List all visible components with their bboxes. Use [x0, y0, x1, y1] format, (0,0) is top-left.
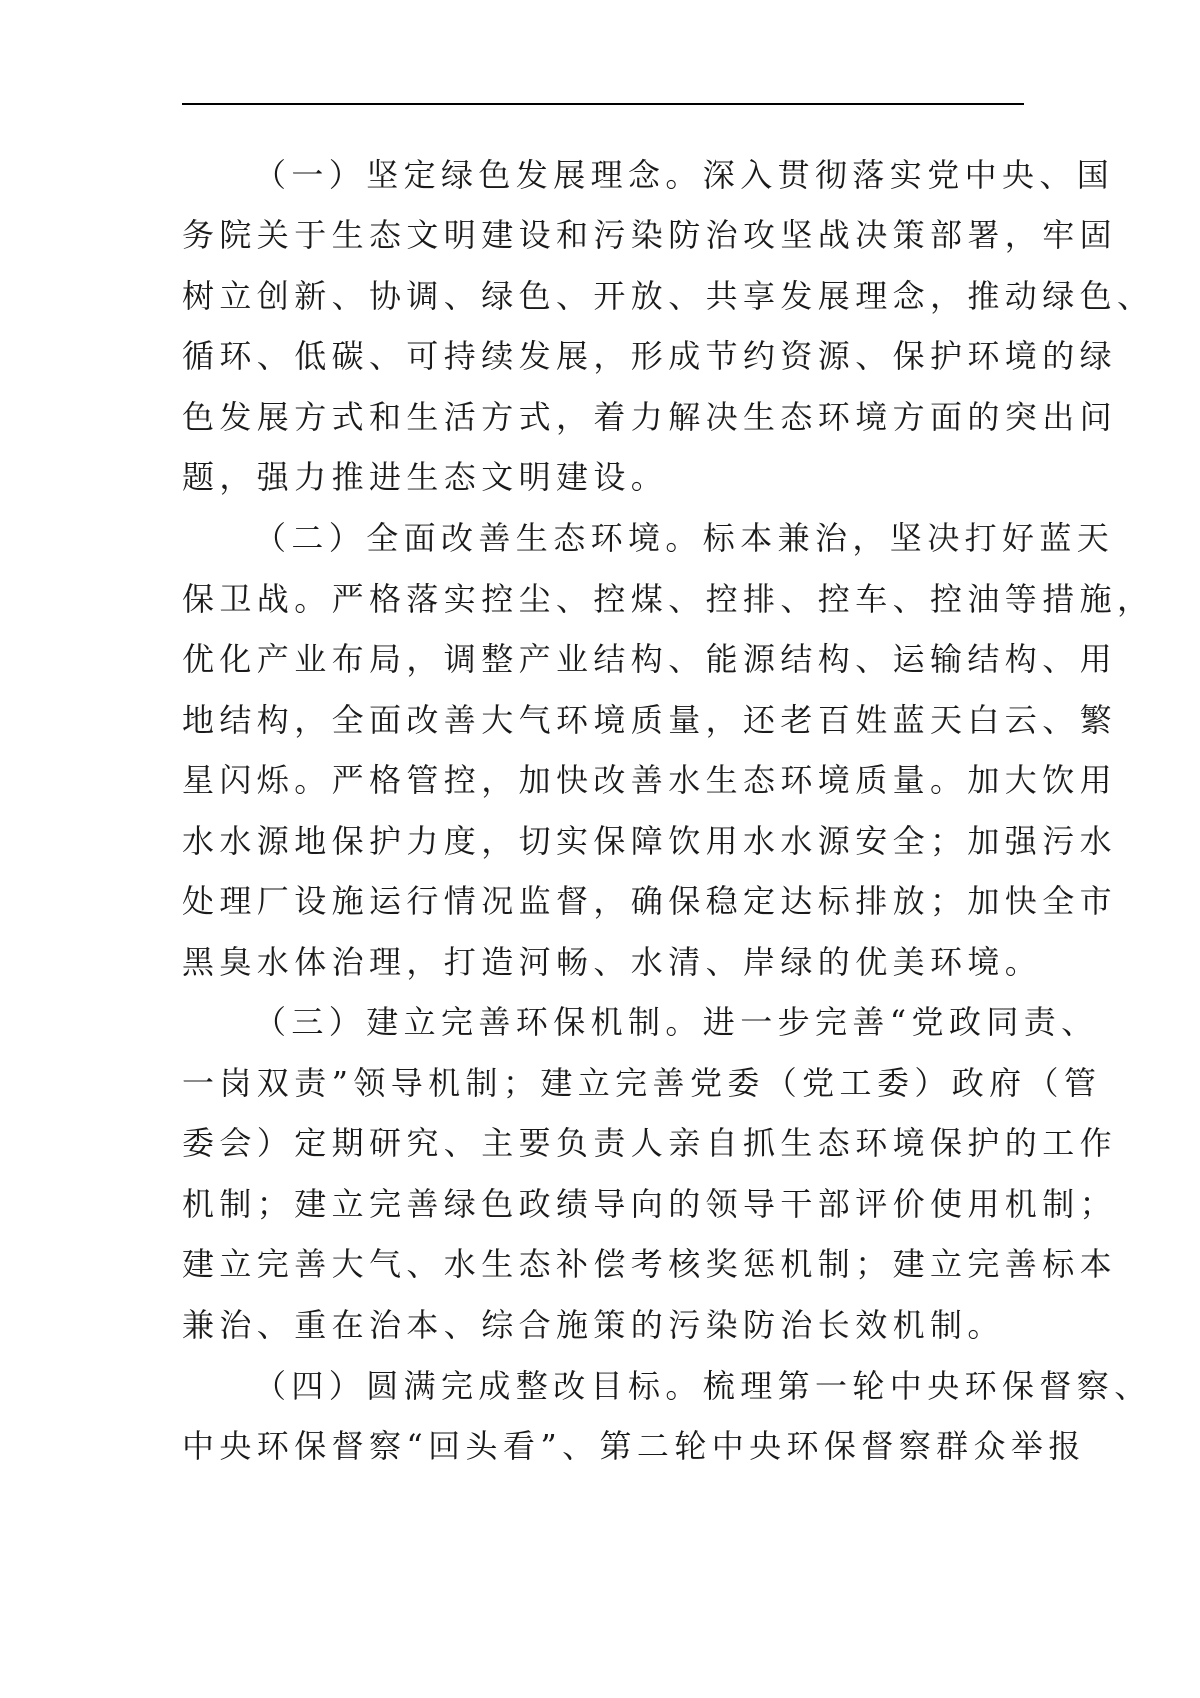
text-line: 务院关于生态文明建设和污染防治攻坚战决策部署，牢固	[182, 216, 1118, 254]
text-line: 兼治、重在治本、综合施策的污染防治长效机制。	[182, 1306, 1005, 1344]
text-line: （三）建立完善环保机制。进一步完善“党政同责、	[254, 1003, 1099, 1041]
text-line: （四）圆满完成整改目标。梳理第一轮中央环保督察、	[254, 1367, 1152, 1405]
text-line: （一）坚定绿色发展理念。深入贯彻落实党中央、国	[254, 156, 1115, 194]
text-line: 建立完善大气、水生态补偿考核奖惩机制；建立完善标本	[182, 1245, 1118, 1283]
text-line: （二）全面改善生态环境。标本兼治，坚决打好蓝天	[254, 519, 1115, 557]
text-line: 黑臭水体治理，打造河畅、水清、岸绿的优美环境。	[182, 943, 1043, 981]
text-line: 树立创新、协调、绿色、开放、共享发展理念，推动绿色、	[182, 277, 1155, 315]
text-line: 委会）定期研究、主要负责人亲自抓生态环境保护的工作	[182, 1124, 1118, 1162]
text-line: 处理厂设施运行情况监督，确保稳定达标排放；加快全市	[182, 882, 1118, 920]
text-line: 色发展方式和生活方式，着力解决生态环境方面的突出问	[182, 398, 1118, 436]
text-line: 循环、低碳、可持续发展，形成节约资源、保护环境的绿	[182, 337, 1118, 375]
text-line: 地结构，全面改善大气环境质量，还老百姓蓝天白云、繁	[182, 701, 1118, 739]
text-line: 水水源地保护力度，切实保障饮用水水源安全；加强污水	[182, 822, 1118, 860]
text-line: 机制；建立完善绿色政绩导向的领导干部评价使用机制；	[182, 1185, 1118, 1223]
text-line: 优化产业布局，调整产业结构、能源结构、运输结构、用	[182, 640, 1118, 678]
text-line: 星闪烁。严格管控，加快改善水生态环境质量。加大饮用	[182, 761, 1118, 799]
text-line: 中央环保督察“回头看”、第二轮中央环保督察群众举报	[182, 1427, 1086, 1465]
text-line: 一岗双责”领导机制；建立完善党委（党工委）政府（管	[182, 1064, 1102, 1102]
text-line: 题，强力推进生态文明建设。	[182, 458, 669, 496]
text-line: 保卫战。严格落实控尘、控煤、控排、控车、控油等措施，	[182, 580, 1155, 618]
header-rule	[182, 103, 1024, 105]
